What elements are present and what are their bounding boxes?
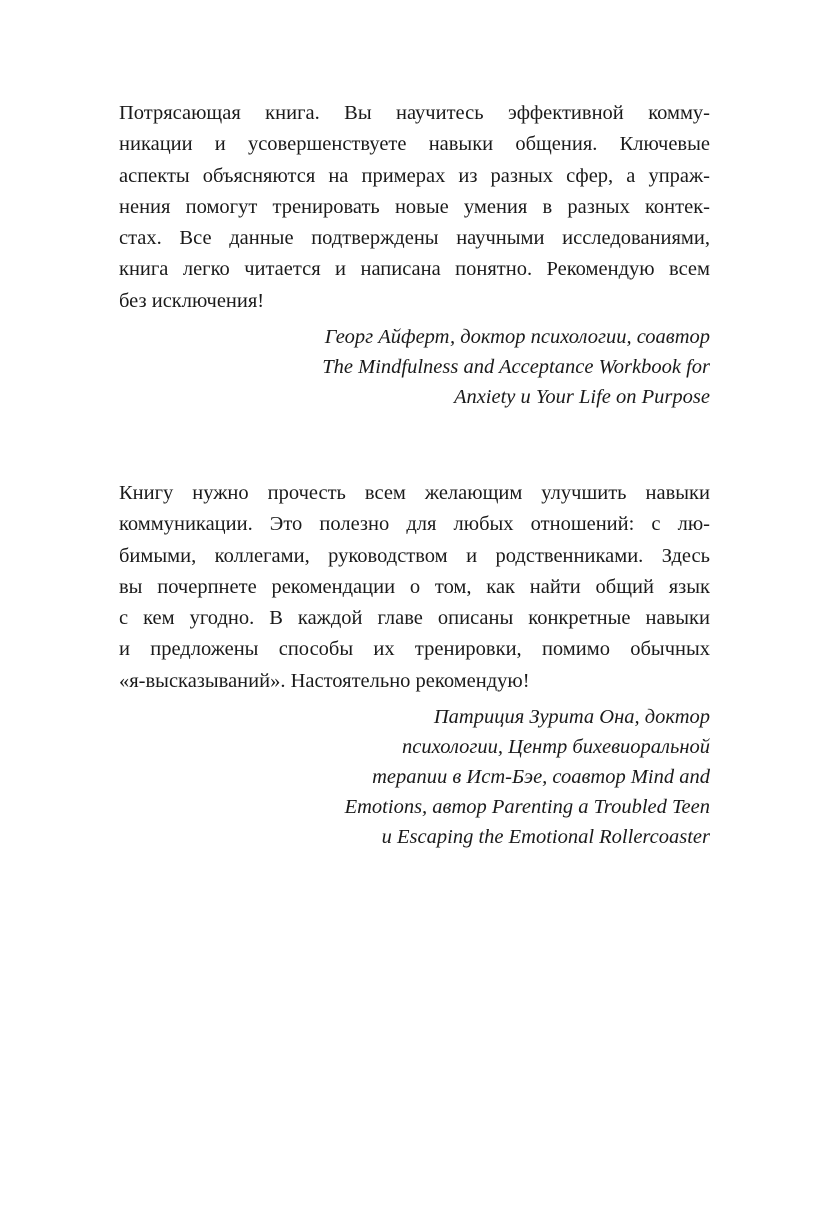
attribution-line: Anxiety и Your Life on Purpose <box>453 386 710 409</box>
review-blurb <box>119 478 710 852</box>
review-line: и предложены способы их тренировки, помимо обычных <box>119 638 710 661</box>
attribution-line: Патриция Зурита Она, доктор <box>433 706 710 729</box>
review-line: Книгу нужно прочесть всем желающим улучшить навыки <box>119 482 710 504</box>
review-text <box>119 98 710 317</box>
review-line: нения помогут тренировать новые умения в разных контек- <box>119 195 710 218</box>
review-line: бимыми, коллегами, руководством и родственниками. Здесь <box>119 544 710 567</box>
review-line: коммуникации. Это полезно для любых отношений: с лю- <box>119 513 710 536</box>
review-line: вы почерпнете рекомендации о том, как найти общий язык <box>119 575 710 598</box>
review-line: без исключения! <box>119 289 265 312</box>
review-line: стах. Все данные подтверждены научными исследованиями, <box>119 227 710 250</box>
attribution-line: психологии, Центр бихевиоральной <box>402 736 710 759</box>
review-line: книга легко читается и написана понятно. Рекомендую всем <box>119 258 710 281</box>
attribution-line: и Escaping the Emotional Rollercoaster <box>381 826 710 849</box>
review-line: «я-высказываний». Настоятельно рекомендую! <box>119 669 530 692</box>
review-line: Потрясающая книга. Вы научитесь эффективной комму- <box>119 102 710 124</box>
review-blurb <box>119 98 710 412</box>
attribution-line: Георг Айферт, доктор психологии, соавтор <box>324 326 710 349</box>
attribution-line: Emotions, автор Parenting a Troubled Teen <box>344 796 710 819</box>
review-attribution <box>119 702 710 852</box>
review-line: аспекты объясняются на примерах из разных сфер, а упраж- <box>119 164 710 187</box>
attribution-line: The Mindfulness and Acceptance Workbook for <box>322 356 710 379</box>
review-attribution <box>119 322 710 412</box>
review-text <box>119 478 710 697</box>
review-line: с кем угодно. В каждой главе описаны конкретные навыки <box>119 607 710 630</box>
review-line: никации и усовершенствуете навыки общения. Ключевые <box>119 133 710 156</box>
attribution-line: терапии в Ист-Бэе, соавтор Mind and <box>372 766 710 789</box>
